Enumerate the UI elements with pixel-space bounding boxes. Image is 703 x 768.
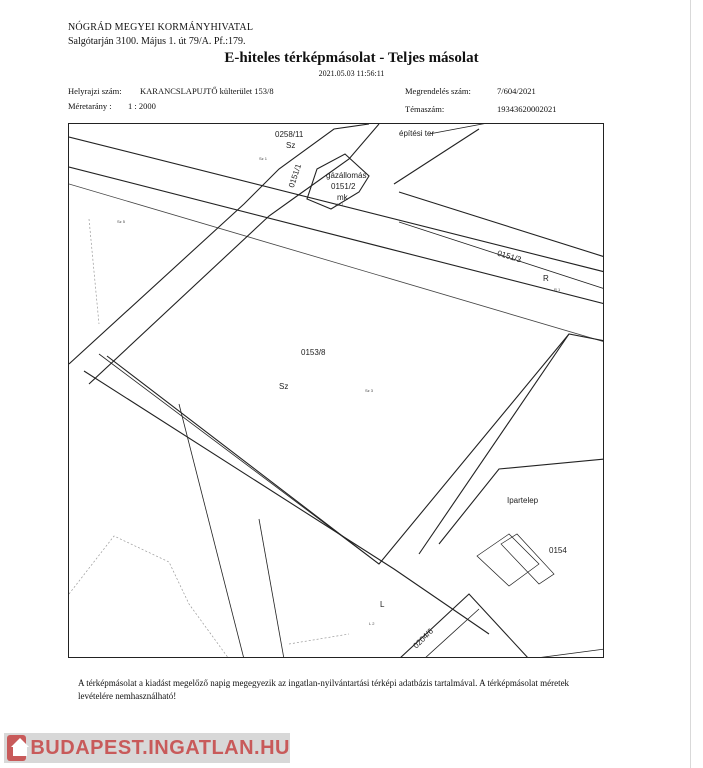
watermark-banner[interactable]: [4, 733, 290, 763]
map-label-0258-11: 0258/11: [275, 130, 304, 139]
order-number-label: Megrendelés szám:: [405, 86, 471, 96]
dashed-boundary-3: [289, 634, 349, 644]
house-icon: [7, 735, 26, 761]
road-edge-3: [69, 184, 604, 342]
map-label-0204: 0204/6: [411, 626, 436, 651]
top-right-line-2: [429, 124, 509, 134]
page-edge: [690, 0, 691, 768]
right-diag: [419, 334, 569, 554]
case-number-value: 19343620002021: [497, 104, 557, 114]
left-thin-line: [179, 404, 244, 658]
office-address: Salgótarján 3100. Május 1. út 79/A. Pf.:179.: [68, 36, 246, 47]
map-label-0151-3: 0151/3: [496, 248, 523, 265]
map-label-road-r: R: [543, 274, 549, 283]
map-label-l: L: [380, 600, 385, 609]
map-label-gazallomas: gázállomás: [326, 171, 367, 180]
road-0204-3: [529, 649, 604, 658]
map-label-0151-2: 0151/2: [331, 182, 356, 191]
case-number-label: Témaszám:: [405, 104, 445, 114]
issue-datetime: 2021.05.03 11:56:11: [318, 69, 385, 78]
document-title: E-hiteles térképmásolat - Teljes másolat: [224, 50, 479, 66]
parcel-number-value: KARANCSLAPUJTŐ külterület 153/8: [140, 86, 274, 96]
dashed-boundary-2: [89, 219, 99, 324]
main-band-1: [84, 371, 489, 634]
disclaimer-note: A térképmásolat a kiadást megelőző napig megegyezik az ingatlan-nyilvántartási térképi adatbázis tartalmával. A térképmásolat méretek levételére nemhasználható!: [78, 678, 570, 701]
cadastral-map: [68, 123, 604, 658]
map-label-sz-main: Sz: [279, 382, 289, 391]
map-tiny-label: L 2: [369, 621, 375, 626]
map-label-epitesi-ter: építési ter: [399, 129, 435, 138]
dashed-boundary-1: [69, 536, 229, 658]
order-number-value: 7/604/2021: [497, 86, 536, 96]
map-tiny-label: R 1: [554, 287, 561, 292]
map-tiny-label: Sz 1: [259, 156, 268, 161]
diag-road-1: [69, 124, 369, 364]
map-label-0151-1: 0151/1: [287, 162, 304, 189]
scale-label: Méretarány :: [68, 101, 112, 111]
map-label-sz-top: Sz: [286, 141, 296, 150]
mid-thin-line: [259, 519, 284, 658]
office-name: NÓGRÁD MEGYEI KORMÁNYHIVATAL: [68, 22, 254, 33]
map-label-0154: 0154: [549, 546, 567, 555]
map-tiny-label: Mk 1: [335, 202, 344, 207]
map-label-0153-8: 0153/8: [301, 348, 326, 357]
map-tiny-label: Sz 3: [365, 388, 374, 393]
map-tiny-label: Sz 5: [117, 219, 126, 224]
diag-road-2: [89, 124, 379, 384]
parcel-0153-8-edge: [107, 334, 604, 564]
building-1: [477, 534, 539, 586]
scale-value: 1 : 2000: [128, 101, 156, 111]
parcel-number-label: Helyrajzi szám:: [68, 86, 122, 96]
building-2: [501, 534, 554, 584]
map-label-mk: mk: [337, 193, 348, 202]
map-label-ipartelep: Ipartelep: [507, 496, 539, 505]
watermark-text: BUDAPEST.INGATLAN.HU: [30, 736, 290, 759]
road-right-1: [399, 192, 604, 257]
